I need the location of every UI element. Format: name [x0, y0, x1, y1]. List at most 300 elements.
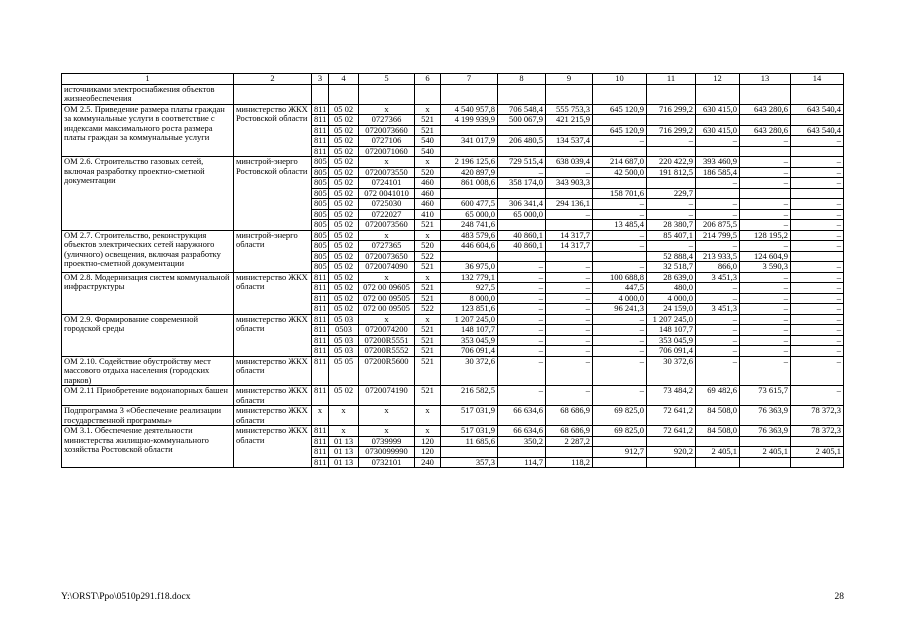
table-cell: – — [696, 346, 740, 357]
table-cell: 643 540,4 — [791, 104, 844, 115]
table-cell: 811 — [312, 426, 329, 437]
table-cell: 4 000,0 — [593, 293, 647, 304]
table-cell — [696, 457, 740, 468]
table-cell: – — [546, 386, 593, 406]
table-cell: – — [498, 335, 546, 346]
table-cell — [647, 457, 696, 468]
table-cell: 521 — [415, 325, 441, 336]
table-cell: 216 582,5 — [441, 386, 498, 406]
table-cell: 05 02 — [329, 167, 359, 178]
table-cell: 4 540 957,8 — [441, 104, 498, 115]
table-cell: – — [740, 283, 791, 294]
table-cell: 05 03 — [329, 335, 359, 346]
table-cell: – — [791, 314, 844, 325]
table-cell: 52 888,4 — [647, 251, 696, 262]
table-cell: 213 933,5 — [696, 251, 740, 262]
table-cell: 521 — [415, 356, 441, 386]
table-cell: 05 02 — [329, 241, 359, 252]
table-cell: 14 317,7 — [546, 230, 593, 241]
table-cell: – — [791, 304, 844, 315]
table-cell — [498, 125, 546, 136]
row-title: ОМ 3.1. Обеспечение деятельности министерства жилищно-коммунального хозяйства Ростовской области — [62, 426, 234, 468]
table-cell: 555 753,3 — [546, 104, 593, 115]
table-cell: 805 — [312, 262, 329, 273]
table-cell: 05 02 — [329, 220, 359, 231]
table-cell: 072 0041010 — [359, 188, 415, 199]
table-cell: х — [415, 272, 441, 283]
table-cell: 05 02 — [329, 104, 359, 115]
table-cell: – — [696, 199, 740, 210]
table-cell: – — [593, 356, 647, 386]
table-cell: 3 451,3 — [696, 304, 740, 315]
table-cell: 811 — [312, 304, 329, 315]
table-cell: 85 407,1 — [647, 230, 696, 241]
table-cell: 65 000,0 — [498, 209, 546, 220]
table-cell: – — [593, 314, 647, 325]
table-cell: 600 477,5 — [441, 199, 498, 210]
table-cell: – — [696, 241, 740, 252]
table-cell: 540 — [415, 136, 441, 147]
table-cell: – — [593, 386, 647, 406]
table-cell: 76 363,9 — [740, 406, 791, 426]
table-cell: – — [498, 386, 546, 406]
table-cell: 716 299,2 — [647, 104, 696, 115]
table-cell: 716 299,2 — [647, 125, 696, 136]
table-cell: – — [791, 241, 844, 252]
table-cell: 811 — [312, 457, 329, 468]
table-cell: х — [329, 406, 359, 426]
table-cell: 240 — [415, 457, 441, 468]
table-cell — [740, 436, 791, 447]
continuation-row — [62, 84, 844, 104]
table-cell: – — [593, 136, 647, 147]
table-cell: 805 — [312, 167, 329, 178]
table-cell: – — [696, 293, 740, 304]
row-title: ОМ 2.11 Приобретение водонапорных башен — [62, 386, 234, 406]
table-cell: 521 — [415, 262, 441, 273]
table-cell: 84 508,0 — [696, 426, 740, 437]
table-cell: – — [696, 178, 740, 189]
table-cell: х — [359, 104, 415, 115]
table-cell: 521 — [415, 386, 441, 406]
table-cell: 861 008,6 — [441, 178, 498, 189]
table-cell: – — [593, 262, 647, 273]
table-cell: 05 03 — [329, 346, 359, 357]
table-cell: – — [791, 209, 844, 220]
table-cell: 2 405,1 — [696, 447, 740, 458]
table-cell: – — [593, 346, 647, 357]
row-executor: министерство ЖКХ области — [234, 406, 312, 426]
table-cell: х — [359, 314, 415, 325]
row-title: ОМ 2.6. Строительство газовых сетей, включая разработку проектно-сметной документации — [62, 157, 234, 231]
table-cell: – — [696, 356, 740, 386]
table-row — [62, 356, 844, 386]
table-cell — [593, 115, 647, 126]
table-cell: 28 639,0 — [647, 272, 696, 283]
table-cell: – — [498, 346, 546, 357]
row-executor: министерство ЖКХ Ростовской области — [234, 104, 312, 157]
column-header: 14 — [791, 74, 844, 85]
table-cell: – — [498, 262, 546, 273]
table-cell: 706 091,4 — [647, 346, 696, 357]
table-cell: 148 107,7 — [647, 325, 696, 336]
table-cell: 517 031,9 — [441, 406, 498, 426]
table-cell: х — [359, 426, 415, 437]
table-cell — [791, 188, 844, 199]
table-cell: 0720073650 — [359, 251, 415, 262]
table-cell: 643 280,6 — [740, 104, 791, 115]
table-cell: 811 — [312, 136, 329, 147]
table-cell: – — [498, 293, 546, 304]
table-cell: 118,2 — [546, 457, 593, 468]
table-cell: – — [546, 167, 593, 178]
table-cell: 0720074200 — [359, 325, 415, 336]
column-header: 10 — [593, 74, 647, 85]
table-cell: 357,3 — [441, 457, 498, 468]
table-cell: 420 897,9 — [441, 167, 498, 178]
table-cell: – — [791, 178, 844, 189]
table-cell: 811 — [312, 436, 329, 447]
table-cell — [498, 188, 546, 199]
table-cell: – — [696, 136, 740, 147]
table-cell: 447,5 — [593, 283, 647, 294]
table-cell: – — [740, 356, 791, 386]
table-cell: х — [415, 157, 441, 168]
table-cell: 341 017,9 — [441, 136, 498, 147]
row-title: ОМ 2.8. Модернизация систем коммунальной инфраструктуры — [62, 272, 234, 314]
table-cell: 124 604,9 — [740, 251, 791, 262]
table-cell: 811 — [312, 293, 329, 304]
table-cell: 521 — [415, 220, 441, 231]
table-cell — [740, 188, 791, 199]
table-cell: 05 02 — [329, 386, 359, 406]
row-title: источниками электроснабжения объектов жизнеобеспечения — [62, 84, 234, 104]
table-cell: 2 287,2 — [546, 436, 593, 447]
table-cell: 0720073560 — [359, 220, 415, 231]
table-cell: 05 02 — [329, 125, 359, 136]
table-cell: 42 500,0 — [593, 167, 647, 178]
table-cell — [498, 146, 546, 157]
table-cell: 520 — [415, 241, 441, 252]
budget-table — [61, 73, 844, 468]
table-cell: – — [791, 293, 844, 304]
table-cell: 07200R5552 — [359, 346, 415, 357]
table-cell: 68 686,9 — [546, 426, 593, 437]
table-cell: 805 — [312, 209, 329, 220]
table-cell: 72 641,2 — [647, 406, 696, 426]
table-cell: 220 422,9 — [647, 157, 696, 168]
table-cell: 229,7 — [647, 188, 696, 199]
table-cell: – — [791, 325, 844, 336]
table-cell: 72 641,2 — [647, 426, 696, 437]
table-cell: 128 195,2 — [740, 230, 791, 241]
table-cell: 0720074090 — [359, 262, 415, 273]
table-cell: 920,2 — [647, 447, 696, 458]
table-cell: 643 540,4 — [791, 125, 844, 136]
table-cell: – — [696, 314, 740, 325]
table-row — [62, 157, 844, 168]
table-cell: 0739999 — [359, 436, 415, 447]
table-cell: – — [498, 283, 546, 294]
table-row — [62, 104, 844, 115]
table-cell: 645 120,9 — [593, 104, 647, 115]
table-cell: 134 537,4 — [546, 136, 593, 147]
table-cell: 1 207 245,0 — [647, 314, 696, 325]
table-cell: 811 — [312, 325, 329, 336]
table-cell: 05 02 — [329, 157, 359, 168]
table-cell: – — [740, 136, 791, 147]
table-cell: – — [791, 199, 844, 210]
table-cell: 14 317,7 — [546, 241, 593, 252]
table-cell: 638 039,4 — [546, 157, 593, 168]
table-cell: 446 604,6 — [441, 241, 498, 252]
table-cell: – — [740, 304, 791, 315]
table-cell: 358 174,0 — [498, 178, 546, 189]
table-cell — [791, 115, 844, 126]
table-cell: – — [593, 241, 647, 252]
row-title: ОМ 2.9. Формирование современной городской среды — [62, 314, 234, 356]
table-cell: х — [312, 406, 329, 426]
table-cell: 811 — [312, 386, 329, 406]
table-row — [62, 314, 844, 325]
table-cell: 521 — [415, 293, 441, 304]
table-cell: 0725030 — [359, 199, 415, 210]
table-cell: 120 — [415, 447, 441, 458]
table-cell: 11 685,6 — [441, 436, 498, 447]
table-cell: – — [791, 386, 844, 406]
table-row — [62, 426, 844, 437]
table-cell: 69 825,0 — [593, 406, 647, 426]
table-cell: 522 — [415, 304, 441, 315]
table-cell: – — [593, 209, 647, 220]
table-cell: – — [791, 346, 844, 357]
table-cell: 811 — [312, 115, 329, 126]
table-cell: 05 02 — [329, 293, 359, 304]
table-cell: 0720073660 — [359, 125, 415, 136]
table-cell: – — [546, 346, 593, 357]
table-cell: 343 903,3 — [546, 178, 593, 189]
table-cell — [791, 146, 844, 157]
table-cell: 811 — [312, 356, 329, 386]
table-cell: 214 799,5 — [696, 230, 740, 241]
table-cell: 706 091,4 — [441, 346, 498, 357]
table-cell: 521 — [415, 125, 441, 136]
table-cell: – — [791, 167, 844, 178]
table-cell — [593, 436, 647, 447]
table-cell: 248 741,6 — [441, 220, 498, 231]
table-cell: 05 02 — [329, 115, 359, 126]
table-cell: 05 02 — [329, 178, 359, 189]
table-cell: – — [546, 335, 593, 346]
table-cell — [546, 146, 593, 157]
table-cell — [696, 115, 740, 126]
table-cell: – — [740, 157, 791, 168]
table-cell: 521 — [415, 283, 441, 294]
table-cell: – — [593, 335, 647, 346]
table-cell — [546, 220, 593, 231]
table-row — [62, 230, 844, 241]
table-cell: 05 02 — [329, 146, 359, 157]
table-cell: 521 — [415, 335, 441, 346]
row-executor: министерство ЖКХ области — [234, 386, 312, 406]
table-cell: – — [791, 136, 844, 147]
table-cell: 706 548,4 — [498, 104, 546, 115]
table-cell: 460 — [415, 199, 441, 210]
table-cell: 40 860,1 — [498, 230, 546, 241]
table-cell: – — [546, 272, 593, 283]
table-cell: 07200R5551 — [359, 335, 415, 346]
table-cell: 410 — [415, 209, 441, 220]
table-cell: 07200R5600 — [359, 356, 415, 386]
table-cell: 350,2 — [498, 436, 546, 447]
table-cell — [740, 457, 791, 468]
table-cell: 2 196 125,6 — [441, 157, 498, 168]
table-cell: 2 405,1 — [740, 447, 791, 458]
table-cell: 645 120,9 — [593, 125, 647, 136]
table-cell: – — [593, 230, 647, 241]
table-cell: – — [647, 199, 696, 210]
table-cell: 0727106 — [359, 136, 415, 147]
table-cell: – — [740, 199, 791, 210]
table-cell: 927,5 — [441, 283, 498, 294]
table-cell: 8 000,0 — [441, 293, 498, 304]
table-cell: 540 — [415, 146, 441, 157]
table-cell: 3 590,3 — [740, 262, 791, 273]
table-cell: – — [740, 220, 791, 231]
table-cell: – — [791, 230, 844, 241]
column-header: 2 — [234, 74, 312, 85]
table-cell: 100 688,8 — [593, 272, 647, 283]
table-cell: 520 — [415, 167, 441, 178]
table-cell: 805 — [312, 251, 329, 262]
table-cell: 353 045,9 — [647, 335, 696, 346]
table-cell: 158 701,6 — [593, 188, 647, 199]
table-cell: 393 460,9 — [696, 157, 740, 168]
table-row — [62, 272, 844, 283]
table-cell: – — [593, 325, 647, 336]
table-cell: х — [415, 230, 441, 241]
table-cell: – — [546, 304, 593, 315]
table-cell: 78 372,3 — [791, 426, 844, 437]
table-cell: 805 — [312, 157, 329, 168]
table-cell: 0720073550 — [359, 167, 415, 178]
table-cell — [696, 436, 740, 447]
table-row — [62, 406, 844, 426]
table-cell: 05 02 — [329, 209, 359, 220]
column-header: 7 — [441, 74, 498, 85]
table-cell: 805 — [312, 220, 329, 231]
table-cell: 517 031,9 — [441, 426, 498, 437]
table-cell: – — [546, 325, 593, 336]
table-cell: 0727366 — [359, 115, 415, 126]
table-cell: х — [359, 272, 415, 283]
table-cell — [441, 447, 498, 458]
table-cell: х — [359, 406, 415, 426]
table-cell: 05 02 — [329, 188, 359, 199]
row-title: ОМ 2.5. Приведение размера платы граждан за коммунальные услуги в соответствие с индексами максимального роста размера платы граждан за коммунальные услуги — [62, 104, 234, 157]
table-cell: 32 518,7 — [647, 262, 696, 273]
table-cell: – — [740, 325, 791, 336]
table-cell — [546, 447, 593, 458]
table-cell: 811 — [312, 283, 329, 294]
table-cell: 0732101 — [359, 457, 415, 468]
table-cell: 2 405,1 — [791, 447, 844, 458]
table-cell: 811 — [312, 146, 329, 157]
table-cell: 0722027 — [359, 209, 415, 220]
table-cell: 353 045,9 — [441, 335, 498, 346]
table-cell: 13 485,4 — [593, 220, 647, 231]
table-cell — [647, 115, 696, 126]
table-cell: 3 451,3 — [696, 272, 740, 283]
table-cell: – — [696, 335, 740, 346]
page-number: 28 — [834, 592, 844, 602]
table-cell — [791, 457, 844, 468]
table-cell: 483 579,6 — [441, 230, 498, 241]
table-cell: 811 — [312, 447, 329, 458]
table-cell: – — [593, 199, 647, 210]
table-cell: 73 615,7 — [740, 386, 791, 406]
table-cell: – — [791, 335, 844, 346]
table-cell: – — [791, 157, 844, 168]
table-cell: х — [359, 157, 415, 168]
table-cell — [791, 251, 844, 262]
table-cell: 05 02 — [329, 262, 359, 273]
table-cell: 01 13 — [329, 457, 359, 468]
table-cell: – — [498, 356, 546, 386]
column-header: 9 — [546, 74, 593, 85]
table-cell — [498, 251, 546, 262]
table-cell — [593, 146, 647, 157]
table-cell — [441, 188, 498, 199]
table-cell: – — [740, 167, 791, 178]
table-cell: х — [415, 314, 441, 325]
column-header: 1 — [62, 74, 234, 85]
table-cell: 148 107,7 — [441, 325, 498, 336]
table-cell: 522 — [415, 251, 441, 262]
table-cell: – — [647, 241, 696, 252]
table-cell: 0724101 — [359, 178, 415, 189]
row-executor: минстрой-энерго области — [234, 230, 312, 272]
table-cell: 05 03 — [329, 314, 359, 325]
table-cell: 65 000,0 — [441, 209, 498, 220]
table-cell: – — [740, 178, 791, 189]
table-cell: – — [740, 241, 791, 252]
column-header: 8 — [498, 74, 546, 85]
table-cell: – — [498, 325, 546, 336]
table-cell: – — [498, 167, 546, 178]
table-cell: 206 875,5 — [696, 220, 740, 231]
table-cell: 05 02 — [329, 272, 359, 283]
table-cell: – — [546, 283, 593, 294]
table-cell: 811 — [312, 346, 329, 357]
table-cell: – — [791, 262, 844, 273]
header-row — [62, 74, 844, 85]
table-cell — [696, 146, 740, 157]
table-cell: 805 — [312, 178, 329, 189]
table-cell: 630 415,0 — [696, 104, 740, 115]
table-cell: 0503 — [329, 325, 359, 336]
table-cell: 0720074190 — [359, 386, 415, 406]
table-cell: 191 812,5 — [647, 167, 696, 178]
table-cell — [740, 115, 791, 126]
table-cell: 66 634,6 — [498, 426, 546, 437]
table-cell: 96 241,3 — [593, 304, 647, 315]
table-cell — [498, 220, 546, 231]
file-path: Y:\ORST\Ppo\0510p291.f18.docx — [61, 592, 191, 602]
table-cell: 805 — [312, 230, 329, 241]
table-cell: 40 860,1 — [498, 241, 546, 252]
row-executor: минстрой-энерго Ростовской области — [234, 157, 312, 231]
